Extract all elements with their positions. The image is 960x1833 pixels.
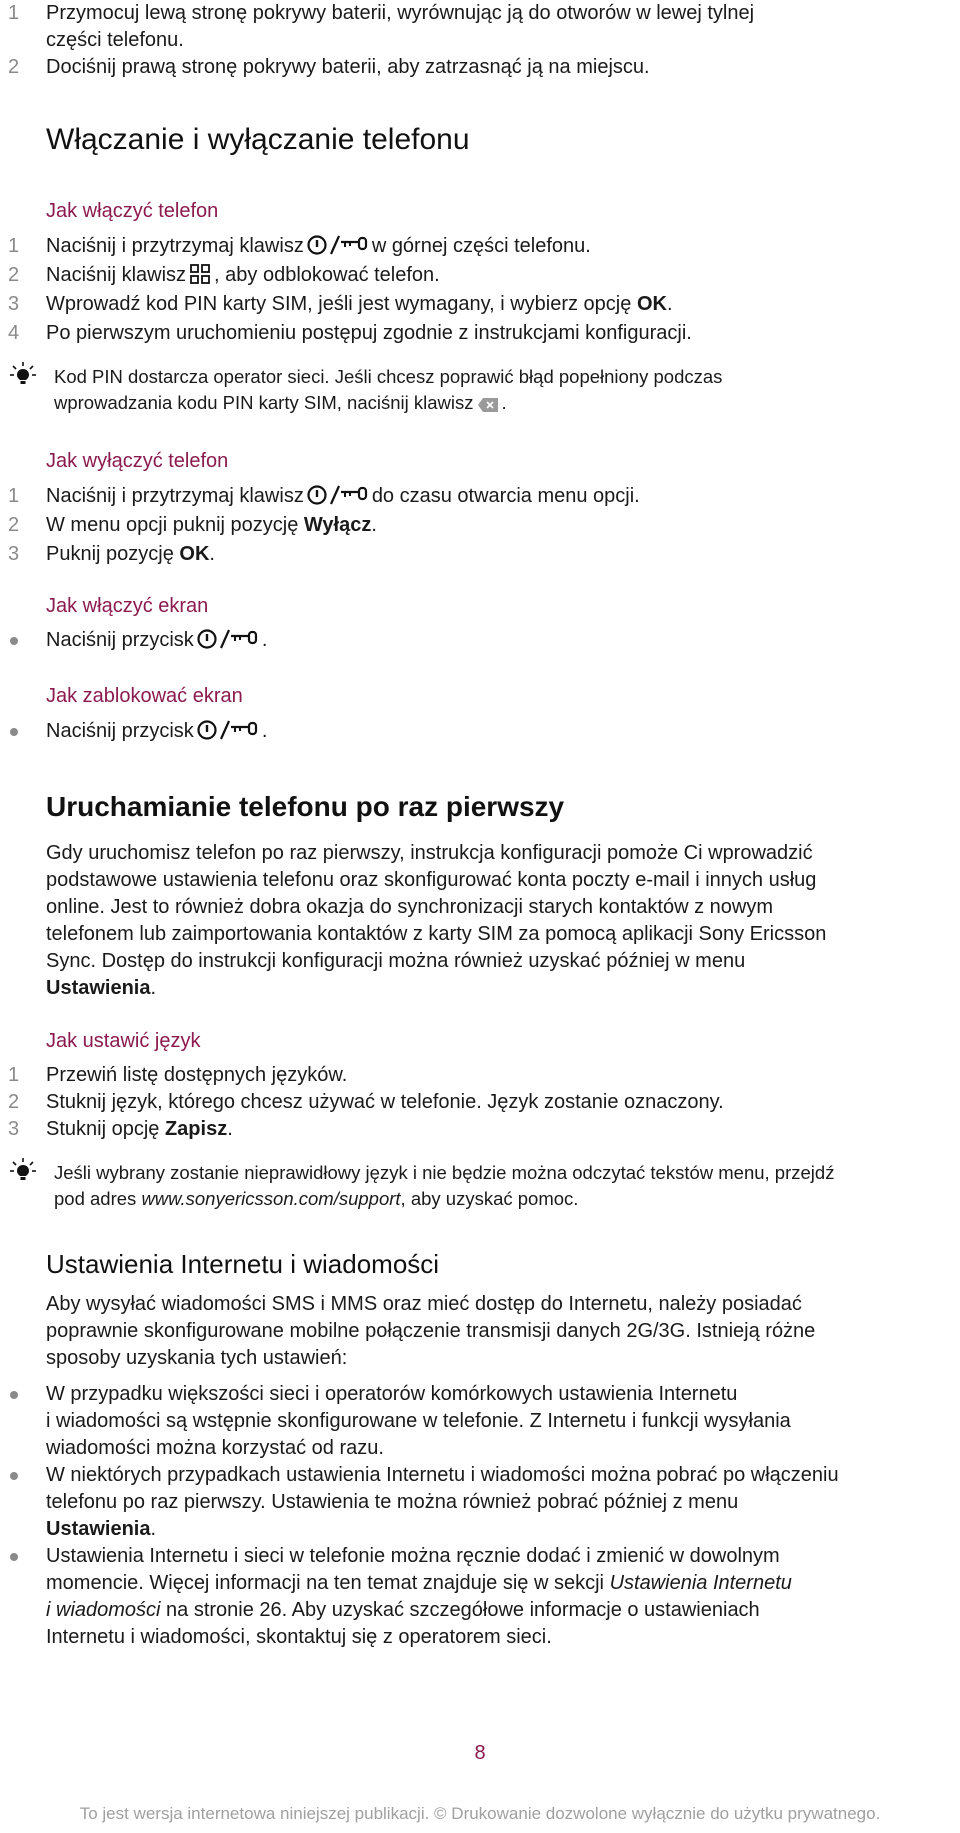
subsection-title: Jak wyłączyć telefon [46, 450, 229, 472]
step-text: Przymocuj lewą stronę pokrywy baterii, wyrównując ją do otworów w lewej tylnej [46, 2, 755, 24]
power-lock-key-icon [197, 719, 259, 749]
paragraph-line: podstawowe ustawienia telefonu oraz skonfigurować konta poczty e-mail i innych usług [46, 869, 817, 891]
menu-key-icon [189, 263, 211, 293]
power-lock-key-icon [307, 234, 369, 264]
bullet [10, 1553, 18, 1561]
bullet-text-cont: i wiadomości na stronie 26. Aby uzyskać szczegółowe informacje o ustawieniach [46, 1599, 760, 1621]
step-number: 1 [8, 2, 20, 24]
backspace-key-icon [477, 394, 499, 420]
tip-text-cont: wprowadzania kodu PIN karty SIM, naciśnij klawisz . [54, 390, 507, 420]
step-number: 3 [8, 293, 20, 315]
subsection-title: Jak włączyć ekran [46, 595, 209, 617]
step-text: Stuknij opcję Zapisz. [46, 1118, 233, 1140]
paragraph-line: Sync. Dostęp do instrukcji konfiguracji można również uzyskać później w menu [46, 950, 746, 972]
paragraph-line: sposoby uzyskania tych ustawień: [46, 1347, 348, 1369]
tip-bulb-icon [10, 1158, 36, 1184]
paragraph-line: online. Jest to również dobra okazja do synchronizacji starych kontaktów z nowym [46, 896, 774, 918]
power-lock-key-icon [197, 628, 259, 658]
step-text-cont: części telefonu. [46, 29, 184, 51]
bullet-text-cont: Internetu i wiadomości, skontaktuj się z operatorem sieci. [46, 1626, 552, 1648]
bullet-text: W przypadku większości sieci i operatorów komórkowych ustawienia Internetu [46, 1383, 738, 1405]
bullet-text-cont: telefonu po raz pierwszy. Ustawienia te można również pobrać później z menu [46, 1491, 739, 1513]
bullet-text-cont: wiadomości można korzystać od razu. [46, 1437, 384, 1459]
step-number: 1 [8, 235, 20, 257]
step-number: 2 [8, 1091, 20, 1113]
bullet-text: Naciśnij przycisk . [46, 718, 267, 749]
step-text: Naciśnij i przytrzymaj klawisz do czasu otwarcia menu opcji. [46, 483, 640, 514]
step-text: Stuknij język, którego chcesz używać w telefonie. Język zostanie oznaczony. [46, 1091, 724, 1113]
page-number: 8 [474, 1742, 486, 1764]
bullet-text: Ustawienia Internetu i sieci w telefonie można ręcznie dodać i zmienić w dowolnym [46, 1545, 780, 1567]
step-text: Wprowadź kod PIN karty SIM, jeśli jest wymagany, i wybierz opcję OK. [46, 293, 673, 315]
step-number: 1 [8, 1064, 20, 1086]
section-title: Włączanie i wyłączanie telefonu [46, 123, 470, 156]
paragraph-line: Aby wysyłać wiadomości SMS i MMS oraz mieć dostęp do Internetu, należy posiadać [46, 1293, 802, 1315]
paragraph-line: Gdy uruchomisz telefon po raz pierwszy, instrukcja konfiguracji pomoże Ci wprowadzić [46, 842, 813, 864]
section-title: Uruchamianie telefonu po raz pierwszy [46, 791, 565, 822]
bullet [10, 728, 18, 736]
step-text: Naciśnij klawisz , aby odblokować telefon. [46, 262, 440, 293]
step-text: W menu opcji puknij pozycję Wyłącz. [46, 514, 377, 536]
step-number: 1 [8, 485, 20, 507]
tip-text: Jeśli wybrany zostanie nieprawidłowy język i nie będzie można odczytać tekstów menu, przejdź [54, 1162, 835, 1183]
tip-text-cont: pod adres www.sonyericsson.com/support, aby uzyskać pomoc. [54, 1188, 579, 1209]
step-number: 4 [8, 322, 20, 344]
step-number: 2 [8, 264, 20, 286]
step-number: 3 [8, 1118, 20, 1140]
bullet [10, 637, 18, 645]
section-title: Ustawienia Internetu i wiadomości [46, 1249, 440, 1279]
paragraph-line: Ustawienia. [46, 977, 157, 999]
paragraph-line: poprawnie skonfigurowane mobilne połączenie transmisji danych 2G/3G. Istnieją różne [46, 1320, 816, 1342]
bullet-text: Naciśnij przycisk . [46, 627, 267, 658]
step-text: Naciśnij i przytrzymaj klawisz w górnej części telefonu. [46, 233, 591, 264]
support-link[interactable]: www.sonyericsson.com/support [141, 1188, 401, 1209]
bullet-text-cont: i wiadomości są wstępnie skonfigurowane w telefonie. Z Internetu i funkcji wysyłania [46, 1410, 791, 1432]
bullet-text: W niektórych przypadkach ustawienia Internetu i wiadomości można pobrać po włączeniu [46, 1464, 839, 1486]
subsection-title: Jak zablokować ekran [46, 685, 243, 707]
bullet-text-cont: Ustawienia. [46, 1518, 157, 1540]
bullet-text-cont: momencie. Więcej informacji na ten temat znajduje się w sekcji Ustawienia Internetu [46, 1572, 792, 1594]
step-number: 2 [8, 56, 20, 78]
subsection-title: Jak ustawić język [46, 1030, 201, 1052]
step-text: Dociśnij prawą stronę pokrywy baterii, aby zatrzasnąć ją na miejscu. [46, 56, 650, 78]
step-text: Puknij pozycję OK. [46, 543, 215, 565]
tip-bulb-icon [10, 362, 36, 388]
footer-note: To jest wersja internetowa niniejszej publikacji. © Drukowanie dozwolone wyłącznie do użytku prywatnego. [79, 1804, 881, 1823]
tip-text: Kod PIN dostarcza operator sieci. Jeśli chcesz poprawić błąd popełniony podczas [54, 366, 723, 387]
step-text: Po pierwszym uruchomieniu postępuj zgodnie z instrukcjami konfiguracji. [46, 322, 692, 344]
step-number: 2 [8, 514, 20, 536]
step-number: 3 [8, 543, 20, 565]
subsection-title: Jak włączyć telefon [46, 200, 219, 222]
paragraph-line: telefonem lub zaimportowania kontaktów z karty SIM za pomocą aplikacji Sony Ericsson [46, 923, 827, 945]
step-text: Przewiń listę dostępnych języków. [46, 1064, 348, 1086]
bullet [10, 1472, 18, 1480]
power-lock-key-icon [307, 484, 369, 514]
bullet [10, 1391, 18, 1399]
